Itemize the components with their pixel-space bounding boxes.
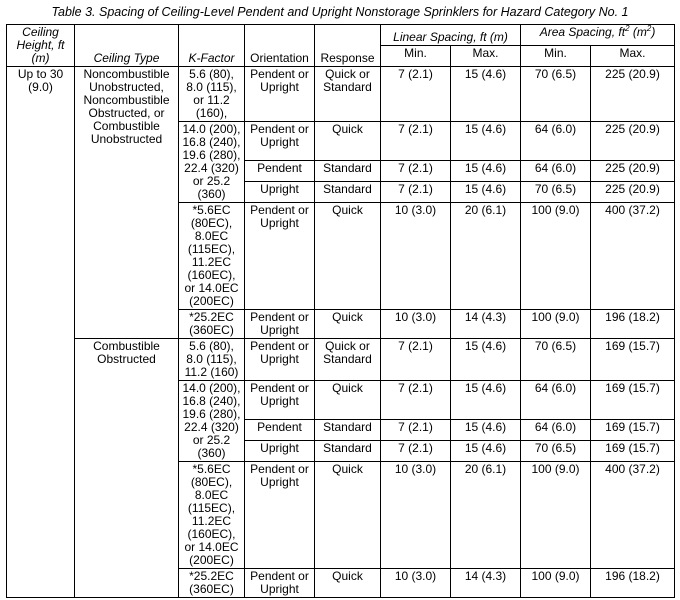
k-factor-cell: *5.6EC (80EC), 8.0EC (115EC), 11.2EC (160EC), or 14.0EC (200EC) xyxy=(179,203,245,310)
linear-max-cell: 15 (4.6) xyxy=(451,440,521,461)
linear-min-cell: 10 (3.0) xyxy=(381,310,451,339)
response-cell: Quick or Standard xyxy=(315,67,381,122)
response-cell: Quick xyxy=(315,122,381,161)
linear-min-cell: 7 (2.1) xyxy=(381,419,451,440)
area-max-cell: 225 (20.9) xyxy=(591,122,675,161)
linear-max-cell: 15 (4.6) xyxy=(451,181,521,202)
area-min-cell: 70 (6.5) xyxy=(521,181,591,202)
area-max-cell: 225 (20.9) xyxy=(591,160,675,181)
orientation-cell: Pendent or Upright xyxy=(245,67,315,122)
linear-max-cell: 15 (4.6) xyxy=(451,381,521,420)
area-max-cell: 400 (37.2) xyxy=(591,203,675,310)
linear-min-cell: 7 (2.1) xyxy=(381,440,451,461)
orientation-cell: Pendent or Upright xyxy=(245,203,315,310)
area-min-cell: 100 (9.0) xyxy=(521,462,591,569)
header-ceiling-type: Ceiling Type xyxy=(75,25,179,67)
response-cell: Standard xyxy=(315,181,381,202)
linear-min-cell: 7 (2.1) xyxy=(381,381,451,420)
area-spacing-suffix: ) xyxy=(651,25,656,39)
linear-min-cell: 7 (2.1) xyxy=(381,181,451,202)
area-min-cell: 64 (6.0) xyxy=(521,419,591,440)
area-min-cell: 100 (9.0) xyxy=(521,203,591,310)
response-cell: Quick xyxy=(315,203,381,310)
area-spacing-mid: (m xyxy=(629,25,647,39)
k-factor-cell: 14.0 (200), 16.8 (240), 19.6 (280), 22.4 (320) or 25.2 (360) xyxy=(179,122,245,203)
linear-max-cell: 20 (6.1) xyxy=(451,203,521,310)
header-row xyxy=(7,25,675,46)
area-min-cell: 100 (9.0) xyxy=(521,310,591,339)
header-area-min: Min. xyxy=(521,46,591,67)
orientation-cell: Pendent or Upright xyxy=(245,462,315,569)
area-min-cell: 100 (9.0) xyxy=(521,569,591,598)
k-factor-cell: 5.6 (80), 8.0 (115), or 11.2 (160), xyxy=(179,67,245,122)
response-cell: Quick xyxy=(315,310,381,339)
ceiling-type-cell: Combustible Obstructed xyxy=(75,339,179,598)
ceiling-type-cell: Noncombustible Unobstructed, Noncombustible Obstructed, or Combustible Unobstructed xyxy=(75,67,179,339)
linear-max-cell: 14 (4.3) xyxy=(451,310,521,339)
response-cell: Standard xyxy=(315,160,381,181)
response-cell: Standard xyxy=(315,440,381,461)
orientation-cell: Upright xyxy=(245,181,315,202)
area-min-cell: 64 (6.0) xyxy=(521,160,591,181)
orientation-cell: Pendent or Upright xyxy=(245,310,315,339)
linear-min-cell: 10 (3.0) xyxy=(381,569,451,598)
spacing-table xyxy=(6,24,675,598)
k-factor-cell: *25.2EC (360EC) xyxy=(179,310,245,339)
orientation-cell: Pendent or Upright xyxy=(245,339,315,381)
orientation-cell: Pendent or Upright xyxy=(245,569,315,598)
area-min-cell: 70 (6.5) xyxy=(521,440,591,461)
response-cell: Quick or Standard xyxy=(315,339,381,381)
area-max-cell: 196 (18.2) xyxy=(591,310,675,339)
orientation-cell: Upright xyxy=(245,440,315,461)
header-orientation: Orientation xyxy=(245,25,315,67)
k-factor-cell: *5.6EC (80EC), 8.0EC (115EC), 11.2EC (160EC), or 14.0EC (200EC) xyxy=(179,462,245,569)
header-k-factor: K-Factor xyxy=(179,25,245,67)
area-min-cell: 70 (6.5) xyxy=(521,67,591,122)
area-max-cell: 400 (37.2) xyxy=(591,462,675,569)
area-max-cell: 169 (15.7) xyxy=(591,381,675,420)
header-ceiling-height: Ceiling Height, ft (m) xyxy=(7,25,75,67)
area-max-cell: 225 (20.9) xyxy=(591,67,675,122)
linear-max-cell: 14 (4.3) xyxy=(451,569,521,598)
response-cell: Quick xyxy=(315,569,381,598)
linear-max-cell: 15 (4.6) xyxy=(451,419,521,440)
header-area-max: Max. xyxy=(591,46,675,67)
orientation-cell: Pendent xyxy=(245,160,315,181)
header-response: Response xyxy=(315,25,381,67)
k-factor-cell: 5.6 (80), 8.0 (115), 11.2 (160) xyxy=(179,339,245,381)
area-max-cell: 225 (20.9) xyxy=(591,181,675,202)
linear-max-cell: 15 (4.6) xyxy=(451,67,521,122)
linear-max-cell: 20 (6.1) xyxy=(451,462,521,569)
table-caption: Table 3. Spacing of Ceiling-Level Pendent and Upright Nonstorage Sprinklers for Hazard Category No. 1 xyxy=(51,5,629,19)
k-factor-cell: 14.0 (200), 16.8 (240), 19.6 (280), 22.4 (320) or 25.2 (360) xyxy=(179,381,245,462)
header-linear-min: Min. xyxy=(381,46,451,67)
header-area-spacing xyxy=(521,25,675,46)
area-max-cell: 169 (15.7) xyxy=(591,440,675,461)
response-cell: Standard xyxy=(315,419,381,440)
linear-max-cell: 15 (4.6) xyxy=(451,160,521,181)
header-linear-max: Max. xyxy=(451,46,521,67)
area-min-cell: 70 (6.5) xyxy=(521,339,591,381)
header-linear-spacing: Linear Spacing, ft (m) xyxy=(381,25,521,46)
linear-min-cell: 7 (2.1) xyxy=(381,339,451,381)
linear-min-cell: 7 (2.1) xyxy=(381,160,451,181)
area-max-cell: 196 (18.2) xyxy=(591,569,675,598)
area-min-cell: 64 (6.0) xyxy=(521,381,591,420)
orientation-cell: Pendent xyxy=(245,419,315,440)
area-spacing-text: Area Spacing, ft xyxy=(539,25,626,39)
k-factor-cell: *25.2EC (360EC) xyxy=(179,569,245,598)
area-min-cell: 64 (6.0) xyxy=(521,122,591,161)
linear-max-cell: 15 (4.6) xyxy=(451,122,521,161)
response-cell: Quick xyxy=(315,381,381,420)
linear-min-cell: 7 (2.1) xyxy=(381,67,451,122)
table-row xyxy=(7,339,675,381)
response-cell: Quick xyxy=(315,462,381,569)
area-spacing-sup-m: 2 xyxy=(646,24,652,33)
linear-min-cell: 10 (3.0) xyxy=(381,462,451,569)
linear-min-cell: 7 (2.1) xyxy=(381,122,451,161)
area-max-cell: 169 (15.7) xyxy=(591,419,675,440)
table-row xyxy=(7,67,675,122)
ceiling-height-cell: Up to 30 (9.0) xyxy=(7,67,75,598)
linear-min-cell: 10 (3.0) xyxy=(381,203,451,310)
orientation-cell: Pendent or Upright xyxy=(245,381,315,420)
area-max-cell: 169 (15.7) xyxy=(591,339,675,381)
linear-max-cell: 15 (4.6) xyxy=(451,339,521,381)
area-spacing-sup-ft: 2 xyxy=(625,24,630,33)
orientation-cell: Pendent or Upright xyxy=(245,122,315,161)
